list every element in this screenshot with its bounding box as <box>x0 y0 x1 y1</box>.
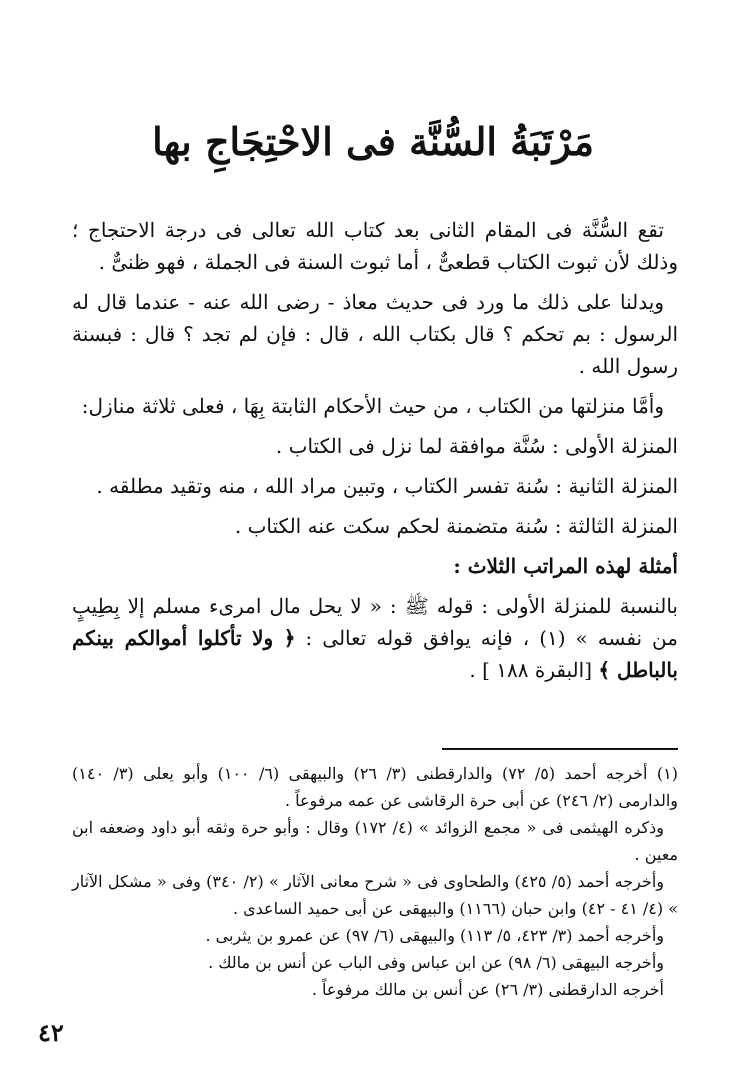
footnote-divider <box>442 748 678 750</box>
paragraph-5: المنزلة الثانية : سُنة تفسر الكتاب ، وتبين مراد الله ، منه وتقيد مطلقه . <box>96 474 678 498</box>
page-number: ٤٢ <box>38 1018 64 1047</box>
paragraph-4: المنزلة الأولى : سُنَّة موافقة لما نزل فى الكتاب . <box>275 434 678 458</box>
paragraph-1: تقع السُّنَّة فى المقام الثانى بعد كتاب الله تعالى فى درجة الاحتجاج ؛ وذلك لأن ثبوت الكتاب قطعىٌّ ، أما ثبوت السنة فى الجملة ، فهو ظنىٌّ . <box>72 218 678 274</box>
footnote-6: أخرجه الدارقطنى (٣/ ٢٦) عن أنس بن مالك مرفوعاً . <box>311 980 664 999</box>
footnote-1: (١) أخرجه أحمد (٥/ ٧٢) والدارقطنى (٣/ ٢٦) والبيهقى (٦/ ١٠٠) وأبو يعلى (٣/ ١٤٠) والدارمى (٢/ ٢٤٦) عن أبى حرة الرقاشى عن عمه مرفوعاً . <box>72 764 678 810</box>
main-text <box>72 214 678 694</box>
footnote-3: وأخرجه أحمد (٥/ ٤٢٥) والطحاوى فى « شرح معانى الآثار » (٢/ ٣٤٠) وفى « مشكل الآثار » (٤/ ٤١ - ٤٢) وابن حبان (١١٦٦) والبيهقى عن أبى حميد الساعدى . <box>72 872 678 918</box>
quran-verse: ﴿ ولا تأكلوا أموالكم بينكم بالباطل ﴾ <box>72 626 678 682</box>
section-subheading: أمثلة لهذه المراتب الثلاث : <box>453 554 678 578</box>
footnote-2: وذكره الهيثمى فى « مجمع الزوائد » (٤/ ١٧٢) وقال : وأبو حرة وثقه أبو داود وضعفه ابن معين . <box>72 818 678 864</box>
footnote-4: وأخرجه أحمد (٣/ ٤٢٣، ٥/ ١١٣) والبيهقى (٦/ ٩٧) عن عمرو بن يثربى . <box>205 926 664 945</box>
footnote-5: وأخرجه البيهقى (٦/ ٩٨) عن ابن عباس وفى الباب عن أنس بن مالك . <box>208 953 664 972</box>
footnotes <box>72 760 678 1003</box>
paragraph-2: ويدلنا على ذلك ما ورد فى حديث معاذ - رضى الله عنه - عندما قال له الرسول : بم تحكم ؟ قال بكتاب الله ، قال : فإن لم تجد ؟ قال : فبسنة رسول الله . <box>72 290 678 378</box>
paragraph-7-end: [البقرة ١٨٨ ] . <box>469 658 599 682</box>
page-title: مَرْتَبَةُ السُّنَّة فى الاحْتِجَاجِ بها <box>152 119 594 164</box>
paragraph-3: وأمَّا منزلتها من الكتاب ، من حيث الأحكام الثابتة بِهَا ، فعلى ثلاثة منازل: <box>81 394 664 418</box>
paragraph-7 <box>72 590 678 686</box>
paragraph-7-start: بالنسبة للمنزلة الأولى : قوله ﷺ : « لا يحل مال امرىء مسلم إلا بِطِيبٍ من نفسه » (١) ، فإنه يوافق قوله تعالى : <box>72 594 678 650</box>
paragraph-6: المنزلة الثالثة : سُنة متضمنة لحكم سكت عنه الكتاب . <box>234 514 678 538</box>
